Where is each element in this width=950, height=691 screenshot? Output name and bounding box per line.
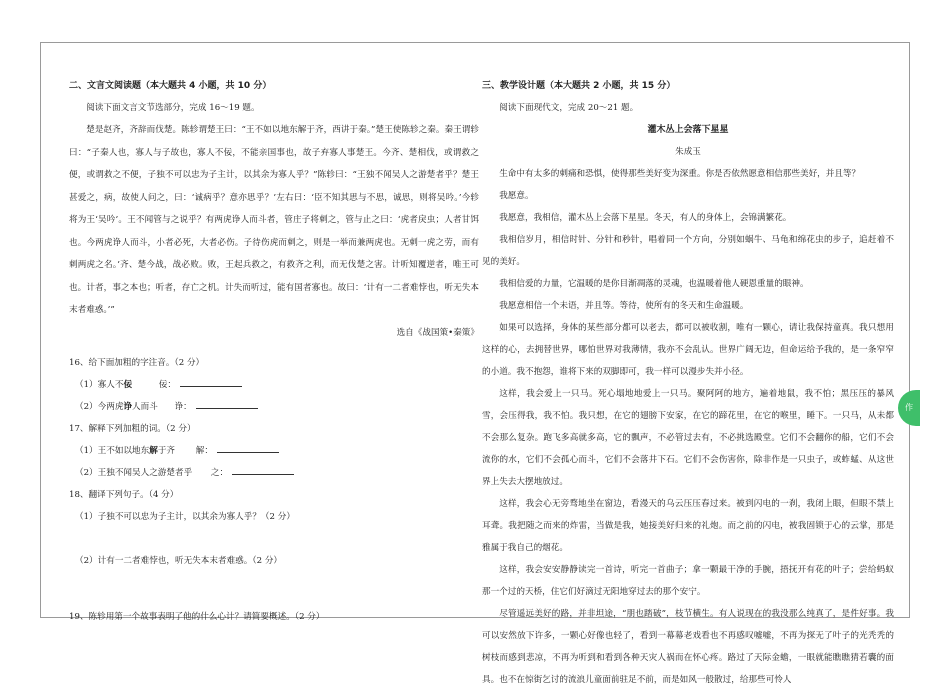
- answer-blank-16-2[interactable]: [196, 407, 258, 409]
- question-17-1: （1）王不如以地东解于齐 解：: [69, 440, 479, 462]
- right-column: [482, 75, 894, 691]
- instruction-classical: 阅读下面文言文节选部分，完成 16～19 题。: [86, 103, 260, 113]
- answer-blank-16-1[interactable]: [180, 385, 242, 387]
- article-paragraph: 我愿意相信一个未语，并且等。等待，使所有的冬天和生命温暖。: [499, 301, 749, 311]
- article-author: 朱成玉: [675, 147, 701, 157]
- question-16-2: （2）今两虎诤人而斗 诤：: [69, 396, 479, 418]
- side-tab-button[interactable]: 作: [898, 390, 920, 426]
- question-17: 17、解释下列加粗的词。（2 分）: [69, 423, 196, 434]
- answer-blank-17-2[interactable]: [232, 473, 294, 475]
- article-paragraph: 我愿意。: [499, 191, 534, 201]
- article-title: 灌木丛上会落下星星: [647, 125, 729, 135]
- answer-blank-17-1[interactable]: [217, 451, 279, 453]
- article-body: [482, 163, 894, 691]
- section-title-classical: 二、文言文阅读题（本大题共 4 小题，共 10 分）: [69, 81, 272, 91]
- article-paragraph: 我相信爱的力量，它温暖的是你目渐凋落的灵魂，也温暖着他人硬恩重量的眼神。: [499, 279, 809, 289]
- article-paragraph: 我相信岁月，相信时针、分针和秒针，唱着同一个方向，分别如蜗牛、马龟和绵花虫的步子，追赶着不见的美好。: [482, 235, 894, 267]
- question-17-2: （2）王独不闻吴人之游楚者乎 之：: [69, 462, 479, 484]
- question-18-2: （2）计有一二者难悖也，听无失本末者难惑。（2 分）: [75, 555, 283, 566]
- classical-passage: 楚是赵齐，齐辞而伐楚。陈轸谓楚王曰：“王不如以地东解于齐，西讲于秦。”楚王使陈轸之秦。秦王谓轸曰：“子秦人也，寡人与子故也，寡人不佞，不能亲国事也，故子弃寡人事楚王。今齐、楚相伐，或谓救之便，或谓救之不便，子独不可以忠为子主计，以其余为寡人乎？”陈轸曰：“王独不闻吴人之游楚者乎？楚王甚爱之，病，故使人问之，曰：‘诚病乎？意亦思乎？’左右曰：‘臣不知其思与不思，诚思，则将吴吟。’今轸将为王‘吴吟’。王不闻管与之说乎？有两虎诤人而斗者，管庄子将刺之，管与止之曰：‘虎者戾虫；人者甘饵也。今两虎诤人而斗，小者必死，大者必伤。子待伤虎而刺之，则是一举而兼两虎也。无刺一虎之劳，而有刺两虎之名。’齐、楚今战，战必败。败，王起兵救之，有救齐之利，而无伐楚之害。计听知覆逆者，唯王可也。计者，事之本也；听者，存亡之机。计失而听过，能有国者寡也。故曰：‘计有一二者难悖也，听无失本末者难惑。’”: [69, 125, 479, 315]
- article-paragraph: 这样，我会安安静静读完一首诗，听完一首曲子；拿一颗最干净的手腕，捂抚开有花的叶子；尝给蚂蚁那一个过的天桥，住它们好滴过无阳地穿过去的那个安宁。: [482, 565, 894, 597]
- question-19: 19、陈轸用第一个故事表明了他的什么心计？请简要概述。（2 分）: [69, 611, 325, 622]
- exam-page: [40, 42, 910, 685]
- article-paragraph: 生命中有太多的刺痛和恐惧，使得那些美好变为深重。你是否依然愿意相信那些美好，并且等？: [499, 169, 861, 179]
- instruction-modern: 阅读下面现代文，完成 20～21 题。: [499, 103, 639, 113]
- question-16: 16、给下面加粗的字注音。（2 分）: [69, 357, 205, 368]
- article-paragraph: 如果可以选择，身体的某些部分都可以老去，都可以被收割，唯有一颗心，请让我保持童真。我只想用这样的心，去拥替世界，哪怕世界对我薄情，我亦不会乱认。世界广阔无边，但命运给予我的，是一条窄窄的小道。我不抱怨，谁将下来的双脚即可，我一样可以漫步失并小径。: [482, 323, 894, 377]
- section-title-teaching: 三、教学设计题（本大题共 2 小题，共 15 分）: [482, 81, 676, 91]
- passage-source: 选自《战国策•秦策》: [396, 327, 479, 338]
- article-paragraph: 这样，我会爱上一只马。死心塌地地爱上一只马。聚阿阿的地方，遍着地鼠，我不怕；黑压压的暴风雪，会压得我，我不怕。我只想，在它的翅膀下安家，在它的蹄花里，在它的喉里，睡下。一只马，从未都不会那么复杂。跑飞多高就多高，它的飘声，不必管过去有，不必挑选殿堂。它们不会翻你的船，它们不会流你的水，它们不会孤心而斗，它们不会落井下石。它们不会伤害你，除非作是一只虫子，或蚱蜢、从这世界上失去大摆地放过。: [482, 389, 894, 487]
- article-paragraph: 这样，我会心无旁骛地坐在窗边，看漫天的乌云压压春过来。被到闪电的一刹，我闭上眼，但眼不禁上耳聋。我把随之而来的炸雷，当做是我，她接美好归来的礼炮。而之前的闪电，被我固锁于心的云掌，那是雅属于我自己的烟花。: [482, 499, 894, 553]
- question-18-1: （1）子独不可以忠为子主计，以其余为寡人乎？（2 分）: [75, 511, 295, 522]
- question-18: 18、翻译下列句子。（4 分）: [69, 489, 179, 500]
- left-column: [69, 75, 479, 628]
- article-paragraph: 我愿意，我相信，灌木丛上会落下星星。冬天，有人的身体上，会锦满繁花。: [499, 213, 792, 223]
- question-16-1: （1）寡人不佞 佞：: [69, 374, 479, 396]
- article-paragraph: 尽管遥远美好的路，并非坦途，“朋也踏破”，枝节横生。有人说现在的我没那么纯真了，是件好事。我可以安然放下许多，一颗心好像也轻了，看到一幕幕老戏看也不再感叹嘘嘘，不再为探无了叶子的光秃秃的树枝而感到悲凉，不再为听到和看到各种天灾人祸而在怀心疼。路过了天际金蟾，一眼就能瞧瞧猜若囊的面具。也不在惊街乞讨的流浪儿童面前驻足不前，而是如风一般散过，给那些可怜人: [482, 609, 894, 685]
